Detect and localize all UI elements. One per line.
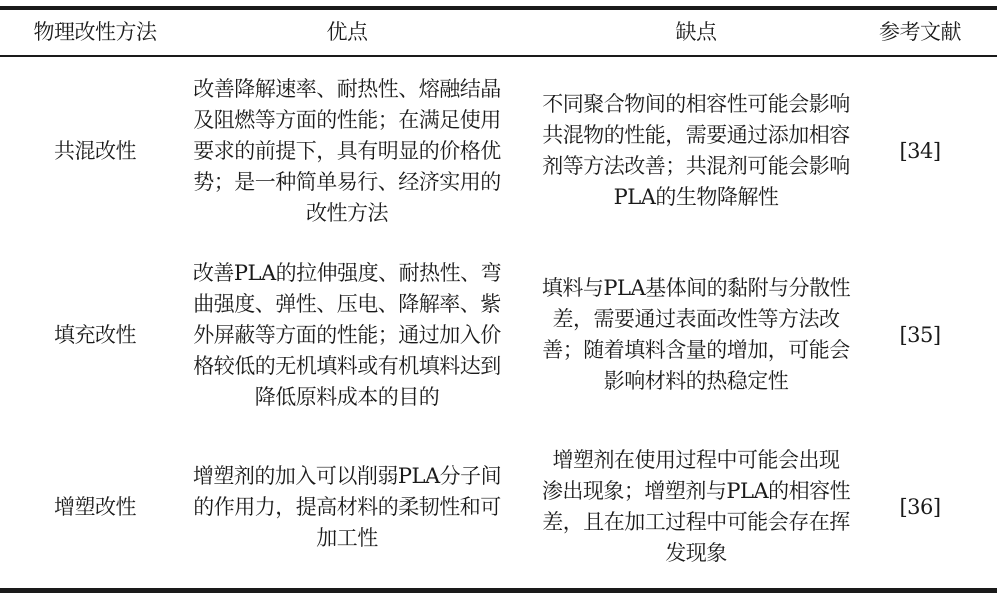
header-rule — [0, 55, 997, 57]
text-line: 势；是一种简单易行、经济实用的 — [193, 169, 501, 194]
text-line: 要求的前提下，具有明显的价格优 — [193, 138, 501, 163]
text-line: 降低原料成本的目的 — [254, 384, 440, 409]
text-line: 影响材料的热稳定性 — [603, 369, 789, 393]
text-line: 渗出现象；增塑剂与PLA的相容性 — [541, 479, 851, 503]
text-line: 改善PLA的拉伸强度、耐热性、弯 — [192, 260, 502, 285]
row-1-reference: [34] — [899, 138, 941, 163]
row-2-method: 填充改性 — [54, 322, 136, 347]
text-line: 的作用力，提高材料的柔韧性和可 — [193, 494, 501, 519]
text-line: 差，需要通过表面改性等方法改 — [552, 307, 840, 331]
text-line: 填料与PLA基体间的黏附与分散性 — [541, 276, 851, 300]
row-2-reference: [35] — [899, 322, 941, 347]
text-line: 外屏蔽等方面的性能；通过加入价 — [193, 322, 501, 347]
table-bottom-rule — [0, 588, 997, 593]
row-3-advantages — [172, 428, 522, 586]
row-1-advantages — [172, 60, 522, 242]
text-line: 改性方法 — [306, 200, 388, 225]
text-line: 及阻燃等方面的性能；在满足使用 — [193, 107, 501, 132]
text-line: 曲强度、弹性、压电、降解率、紫 — [193, 291, 501, 316]
row-3-reference: [36] — [899, 494, 941, 519]
text-line: 差，且在加工过程中可能会存在挥 — [542, 510, 850, 534]
header-advantages: 优点 — [326, 20, 368, 44]
header-disadvantages: 缺点 — [675, 20, 717, 44]
row-1-disadvantages — [522, 60, 870, 242]
text-line: 加工性 — [316, 525, 378, 550]
row-2-disadvantages — [522, 248, 870, 422]
text-line: 共混物的性能，需要通过添加相容 — [542, 123, 850, 147]
text-line: 不同聚合物间的相容性可能会影响 — [542, 92, 850, 116]
text-line: 发现象 — [665, 541, 727, 565]
header-references: 参考文献 — [879, 20, 961, 44]
text-line: 善；随着填料含量的增加，可能会 — [542, 338, 850, 362]
row-3-disadvantages — [522, 428, 870, 586]
text-line: 格较低的无机填料或有机填料达到 — [193, 353, 501, 378]
text-line: PLA的生物降解性 — [613, 185, 779, 209]
text-line: 增塑剂的加入可以削弱PLA分子间 — [192, 463, 502, 488]
row-1-method: 共混改性 — [54, 138, 136, 163]
row-3-method: 增塑改性 — [54, 494, 136, 519]
text-line: 改善降解速率、耐热性、熔融结晶 — [193, 76, 501, 101]
header-method: 物理改性方法 — [33, 20, 157, 44]
text-line: 剂等方法改善；共混剂可能会影响 — [542, 154, 850, 178]
text-line: 增塑剂在使用过程中可能会出现 — [552, 448, 840, 472]
row-2-advantages — [172, 248, 522, 422]
